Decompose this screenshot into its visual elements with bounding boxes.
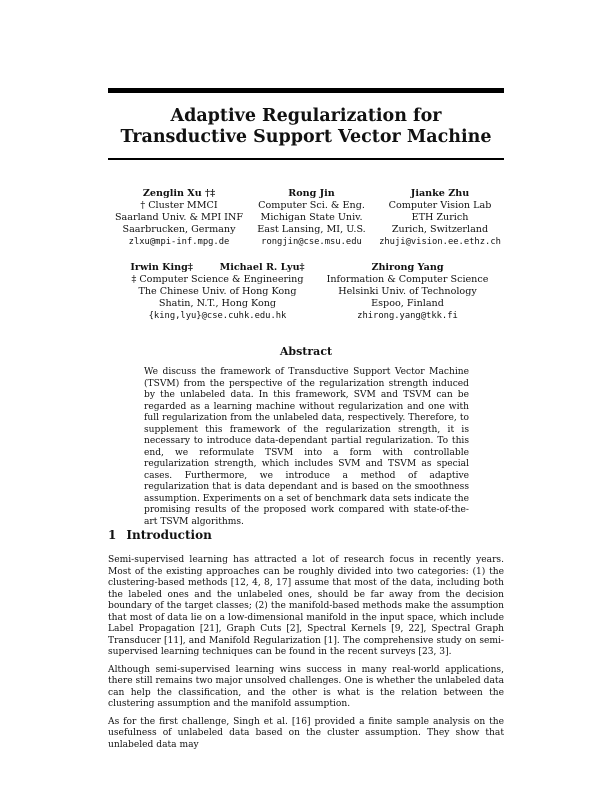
author-affiliation: East Lansing, MI, U.S. — [257, 224, 366, 235]
author-email: rongjin@cse.msu.edu — [261, 237, 362, 247]
author-name: Rong Jin — [288, 188, 335, 199]
author-name: Jianke Zhu — [410, 188, 470, 199]
title-bottom-rule — [108, 158, 504, 160]
author-affiliation: Espoo, Finland — [371, 298, 444, 309]
author-name: Irwin King‡ Michael R. Lyu‡ — [130, 262, 305, 273]
author-block-xu — [104, 188, 254, 248]
section-body — [108, 555, 504, 757]
author-email: zhuji@vision.ee.ethz.ch — [379, 237, 501, 247]
author-email: zhirong.yang@tkk.fi — [357, 311, 458, 321]
author-affiliation: ETH Zurich — [411, 212, 469, 223]
author-email: zlxu@mpi-inf.mpg.de — [128, 237, 230, 247]
author-affiliation: Saarland Univ. & MPI INF — [114, 212, 244, 223]
title-line-1: Adaptive Regularization for — [170, 106, 442, 126]
author-block-king-lyu — [130, 262, 305, 322]
paper-title — [108, 106, 504, 148]
author-affiliation: Michigan State Univ. — [260, 212, 363, 223]
author-name: Zenglin Xu †‡ — [142, 188, 216, 199]
author-affiliation: Saarbrucken, Germany — [122, 224, 236, 235]
author-affiliation: Helsinki Univ. of Technology — [338, 286, 477, 297]
body-paragraph: Although semi-supervised learning wins success in many real-world applications, there still remains two major unsolved challenges. One is whether the unlabeled data can help the classification, and the other is what is the relation between the clustering assumption and the manifold assumption. — [108, 664, 504, 709]
abstract-text: We discuss the framework of Transductive Support Vector Machine (TSVM) from the perspective of the regularization strength induced by the unlabeled data. In this framework, SVM and TSVM can be regarded as a learning machine without regularization and one with full regularization from the unlabeled data, respectively. Therefore, to supplement this framework of the regularization strength, it is necessary to introduce data-dependant partial regularization. To this end, we reformulate TSVM into a form with controllable regularization strength, which includes SVM and TSVM as special cases. Furthermore, we introduce a method of adaptive regularization that is data dependant and is based on the smoothness assumption. Experiments on a set of benchmark data sets indicate the promising results of the proposed work compared with state-of-the-art TSVM algorithms. — [144, 367, 469, 527]
section-number: 1 — [108, 528, 117, 542]
section-title: Introduction — [126, 528, 212, 542]
body-paragraph: Semi-supervised learning has attracted a lot of research focus in recently years. Most of the existing approaches can be roughly divided into two categories: (1) the clustering-based methods [12, 4, 8, 17] assume that most of the data, including both the labeled ones and the unlabeled ones, should be far away from the decision boundary of the target classes; (2) the manifold-based methods make the assumption that most of data lie on a low-dimensional manifold in the input space, which include Label Propagation [21], Graph Cuts [2], Spectral Kernels [9, 22], Spectral Graph Transducer [11], and Manifold Regularization [1]. The comprehensive study on semi-supervised learning techniques can be found in the recent surveys [23, 3]. — [108, 555, 504, 657]
author-affiliation: † Cluster MMCI — [140, 200, 218, 211]
body-paragraph: As for the first challenge, Singh et al. [16] provided a finite sample analysis on the usefulness of unlabeled data based on the cluster assumption. They show that unlabeled data may — [108, 716, 504, 750]
author-affiliation: Computer Vision Lab — [388, 200, 492, 211]
author-affiliation: Zurich, Switzerland — [391, 224, 489, 235]
author-email: {king,lyu}@cse.cuhk.edu.hk — [148, 311, 287, 321]
title-top-rule — [108, 88, 504, 93]
author-block-jin — [240, 188, 383, 248]
author-affiliation: ‡ Computer Science & Engineering — [131, 274, 304, 285]
author-name: Zhirong Yang — [371, 262, 444, 273]
author-affiliation: Information & Computer Science — [326, 274, 489, 285]
section-heading — [108, 528, 212, 542]
title-line-2: Transductive Support Vector Machine — [120, 127, 492, 147]
author-affiliation: Shatin, N.T., Hong Kong — [158, 298, 277, 309]
abstract-heading: Abstract — [279, 345, 333, 358]
author-block-zhu — [365, 188, 515, 248]
author-block-yang — [325, 262, 490, 322]
author-affiliation: Computer Sci. & Eng. — [258, 200, 365, 211]
author-affiliation: The Chinese Univ. of Hong Kong — [138, 286, 297, 297]
